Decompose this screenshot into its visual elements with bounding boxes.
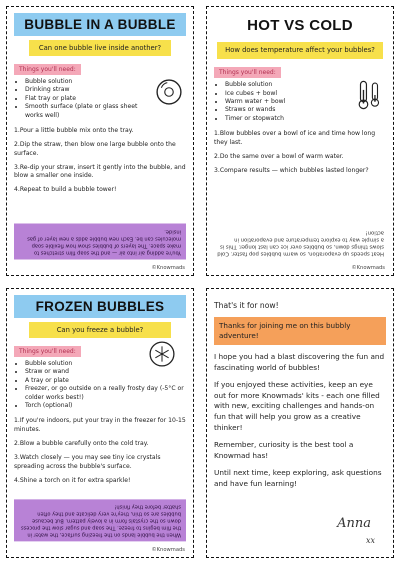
- activity-card-bubble-in-bubble: [6, 6, 194, 276]
- list-item: • Timer or stopwatch: [225, 115, 348, 123]
- closing-paragraph: I hope you had a blast discovering the fun and fascinating world of bubbles!: [214, 352, 385, 372]
- steps-section: [214, 130, 386, 175]
- things-needed-label: Things you'll need:: [14, 346, 81, 357]
- activity-card-frozen-bubbles: [6, 288, 194, 558]
- things-needed-label: Things you'll need:: [214, 67, 281, 78]
- signature: Anna: [337, 516, 371, 531]
- card-title: HOT VS COLD: [214, 13, 386, 38]
- closing-paragraph: Until next time, keep exploring, ask questions and have fun learning!: [214, 468, 382, 488]
- science-note: Heat speeds up evaporation, so warm bubbles pop faster. Cold slows things down, so bubbles over ice can last longer. This is a simple way to explore temperature and evaporation in action!: [214, 226, 386, 259]
- step-text: 2.Do the same over a bowl of warm water.: [214, 152, 344, 160]
- list-item: • Ice cubes + bowl: [225, 90, 348, 98]
- step-text: 1.Pour a little bubble mix onto the tray.: [14, 127, 134, 135]
- closing-heading: That's it for now!: [214, 301, 279, 310]
- list-item: • Bubble solution: [225, 81, 348, 89]
- steps-section: [14, 417, 186, 485]
- list-item: • Straw or wand: [25, 368, 186, 376]
- closing-body: [214, 352, 386, 489]
- closing-card: [206, 288, 394, 558]
- card-title: FROZEN BUBBLES: [14, 295, 186, 318]
- materials-list: [214, 81, 348, 123]
- snowflake-bubble-icon: [145, 337, 179, 371]
- thanks-banner: Thanks for joining me on this bubbly adventure!: [214, 317, 386, 345]
- brand-credit: ©Knowmads: [151, 265, 185, 271]
- activity-card-hot-vs-cold: [206, 6, 394, 276]
- list-item: • Torch (optional): [25, 402, 186, 410]
- list-item: • Flat tray or plate: [25, 95, 148, 103]
- card-question: How does temperature affect your bubbles?: [217, 42, 382, 59]
- card-question: Can you freeze a bubble?: [29, 322, 170, 338]
- science-note: You're adding air into air — and the soap film stretches to make space. The layers of bubbles show how flexible soap molecules can be. Each new bubble adds a new layer of gas inside.: [14, 224, 186, 260]
- brand-credit: ©Knowmads: [351, 265, 385, 271]
- list-item: • A tray or plate: [25, 377, 186, 385]
- list-item: • Smooth surface (plate or glass sheet works well): [25, 103, 148, 120]
- step-text: 1.If you're indoors, put your tray in the freezer for 10-15 minutes.: [14, 417, 186, 434]
- step-text: 3.Compare results — which bubbles lasted longer?: [214, 166, 369, 174]
- science-note: When the bubble lands on the freezing surface, the water in the film begins to freeze. The soap and sugar slow the process down so the crystals form in a lovely pattern. But because bubbles are so thin, they're very delicate and they often shatter before they finish!: [14, 499, 186, 541]
- list-item: • Freezer, or go outside on a really frosty day (-5°C or colder works best!): [25, 385, 186, 402]
- signature-kisses: xx: [365, 536, 375, 545]
- list-item: • Straws or wands: [225, 106, 348, 114]
- step-text: 2.Dip the straw, then blow one large bubble onto the surface.: [14, 140, 176, 157]
- list-item: • Bubble solution: [25, 360, 186, 368]
- step-text: 2.Blow a bubble carefully onto the cold tray.: [14, 440, 149, 448]
- step-text: 4.Repeat to build a bubble tower!: [14, 186, 117, 194]
- list-item: • Drinking straw: [25, 86, 148, 94]
- things-needed-label: Things you'll need:: [14, 64, 81, 75]
- list-item: • Warm water + bowl: [225, 98, 348, 106]
- step-text: 4.Shine a torch on it for extra sparkle!: [14, 476, 131, 484]
- materials-list: [14, 78, 148, 120]
- bubble-icon: [152, 75, 186, 109]
- step-text: 3.Watch closely — you may see tiny ice crystals spreading across the bubble's surface.: [14, 453, 161, 470]
- thermometer-icon: [352, 78, 386, 112]
- closing-paragraph: Remember, curiosity is the best tool a Knowmad has!: [214, 440, 354, 460]
- steps-section: [14, 127, 186, 195]
- step-text: 1.Blow bubbles over a bowl of ice and time how long they last.: [214, 130, 376, 147]
- list-item: • Bubble solution: [25, 78, 148, 86]
- card-question: Can one bubble live inside another?: [29, 40, 170, 56]
- card-title: BUBBLE IN A BUBBLE: [14, 13, 186, 36]
- closing-paragraph: If you enjoyed these activities, keep an eye out for more Knowmads' kits - each one filled with new, exciting challenges and hands-on fun that will help you grow as a creative thinker!: [214, 380, 380, 432]
- step-text: 3.Re-dip your straw, insert it gently into the bubble, and blow a smaller one inside.: [14, 163, 186, 180]
- brand-credit: ©Knowmads: [151, 547, 185, 553]
